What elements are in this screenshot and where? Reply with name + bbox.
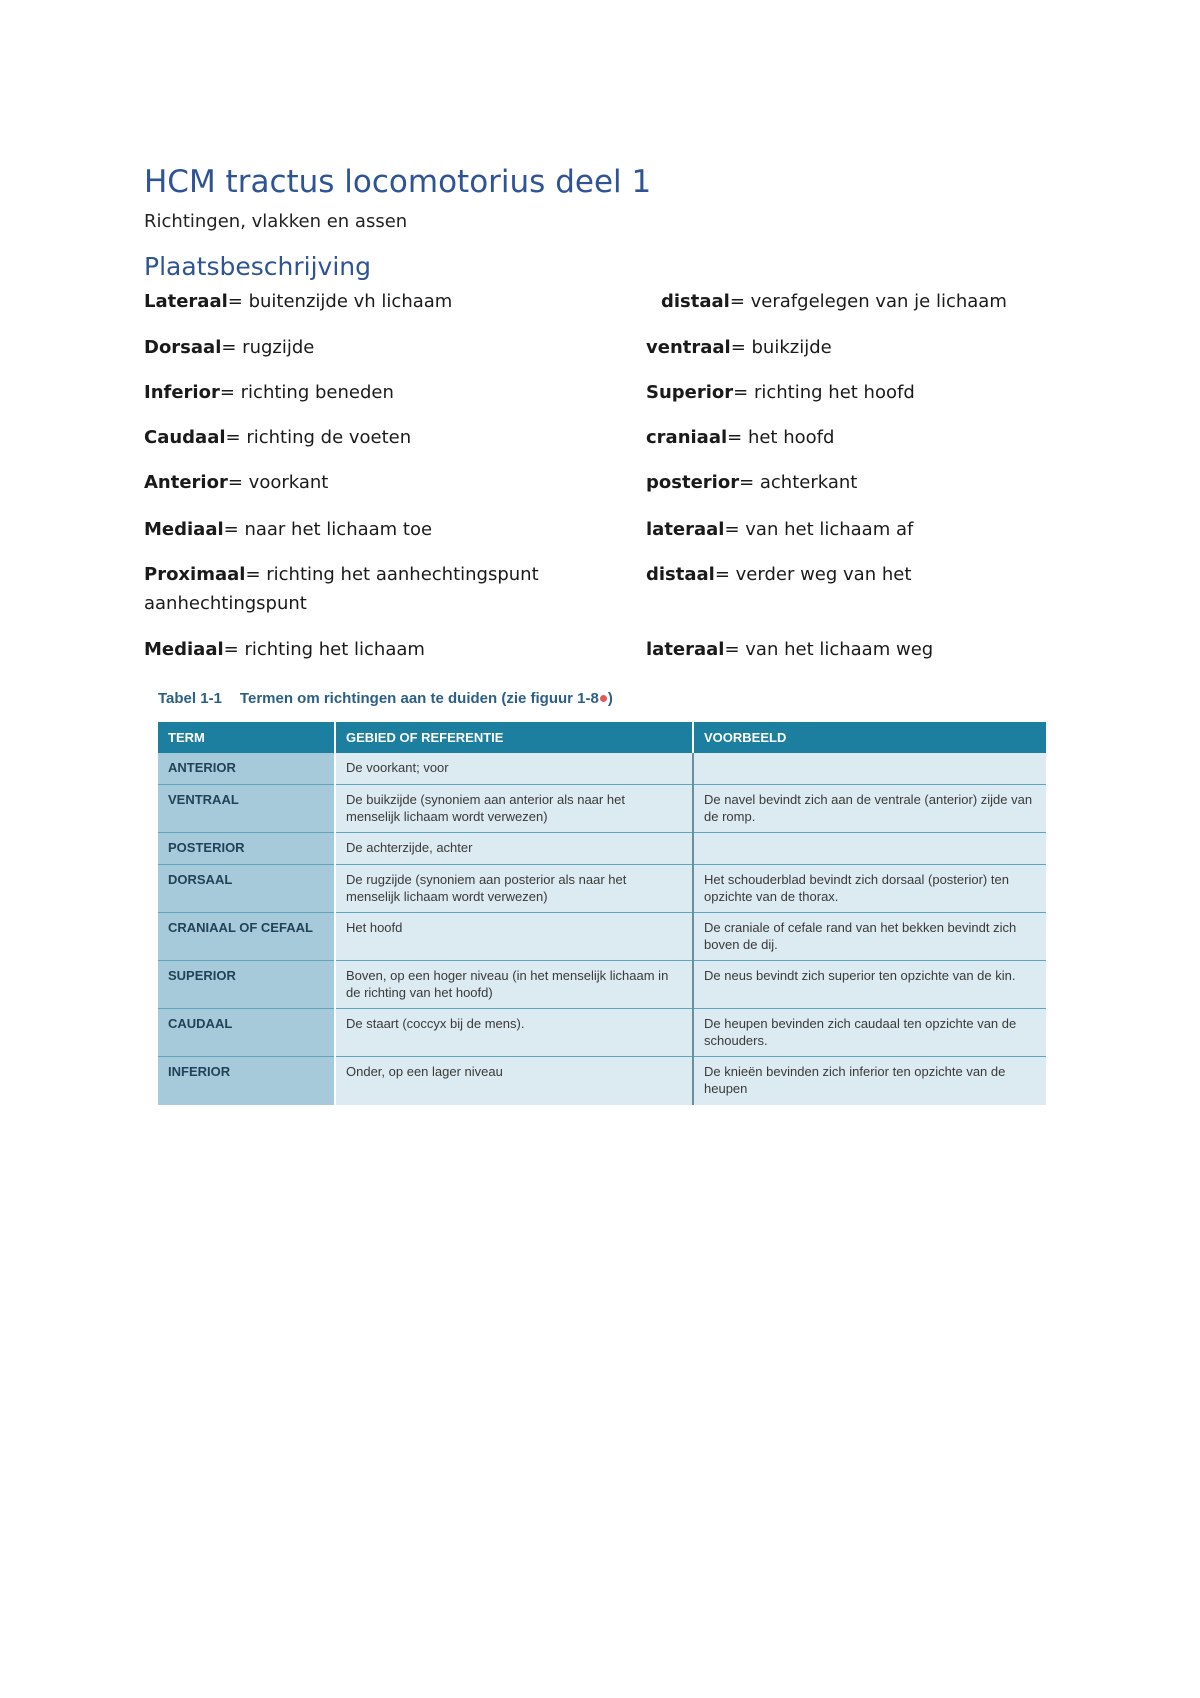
figure-reference-dot-icon bbox=[600, 695, 607, 702]
cell-term: CAUDAAL bbox=[158, 1009, 335, 1057]
table-row bbox=[158, 1057, 1046, 1106]
term-label: lateraal bbox=[646, 639, 725, 660]
term-line-left bbox=[144, 423, 411, 452]
cell-term: INFERIOR bbox=[158, 1057, 335, 1106]
cell-term: VENTRAAL bbox=[158, 785, 335, 833]
term-label: Anterior bbox=[144, 472, 228, 493]
term-line-right bbox=[646, 423, 834, 452]
term-line-left bbox=[144, 333, 314, 362]
section-heading: Plaatsbeschrijving bbox=[144, 252, 371, 281]
term-definition: = naar het lichaam toe bbox=[223, 519, 433, 540]
cell-term: DORSAAL bbox=[158, 865, 335, 913]
term-label: posterior bbox=[646, 472, 740, 493]
cell-term: POSTERIOR bbox=[158, 833, 335, 865]
term-label: distaal bbox=[661, 291, 730, 312]
cell-gebied: Het hoofd bbox=[335, 913, 693, 961]
cell-term: CRANIAAL OF CEFAAL bbox=[158, 913, 335, 961]
cell-gebied: Boven, op een hoger niveau (in het menselijk lichaam in de richting van het hoofd) bbox=[335, 961, 693, 1009]
cell-voorbeeld: De craniale of cefale rand van het bekken bevindt zich boven de dij. bbox=[693, 913, 1046, 961]
term-label: ventraal bbox=[646, 337, 731, 358]
term-definition: = richting het hoofd bbox=[733, 382, 915, 403]
term-definition: = rugzijde bbox=[221, 337, 315, 358]
cell-voorbeeld: Het schouderblad bevindt zich dorsaal (posterior) ten opzichte van de thorax. bbox=[693, 865, 1046, 913]
term-label: craniaal bbox=[646, 427, 728, 448]
term-line-left bbox=[144, 287, 452, 316]
directions-table bbox=[158, 722, 1046, 1105]
cell-term: ANTERIOR bbox=[158, 753, 335, 785]
term-definition: = voorkant bbox=[227, 472, 329, 493]
term-definition: = achterkant bbox=[739, 472, 858, 493]
term-label: Dorsaal bbox=[144, 337, 222, 358]
table-row bbox=[158, 961, 1046, 1009]
term-label: Lateraal bbox=[144, 291, 228, 312]
cell-voorbeeld bbox=[693, 753, 1046, 785]
term-definition: = buikzijde bbox=[730, 337, 832, 358]
term-line-left bbox=[144, 515, 432, 544]
term-line-right bbox=[646, 468, 857, 497]
term-label: Caudaal bbox=[144, 427, 226, 448]
term-label: Superior bbox=[646, 382, 734, 403]
table-row bbox=[158, 753, 1046, 785]
term-line-left bbox=[144, 468, 328, 497]
cell-gebied: De buikzijde (synoniem aan anterior als naar het menselijk lichaam wordt verwezen) bbox=[335, 785, 693, 833]
table-header-gebied: GEBIED OF REFERENTIE bbox=[335, 722, 693, 753]
figure-caption-close: ) bbox=[607, 690, 613, 707]
table-body bbox=[158, 753, 1046, 1105]
term-definition: = richting de voeten bbox=[225, 427, 412, 448]
table-header-term: TERM bbox=[158, 722, 335, 753]
term-definition: = het hoofd bbox=[727, 427, 835, 448]
term-line-right bbox=[646, 378, 915, 407]
term-line-left bbox=[144, 560, 539, 589]
term-definition: = richting het aanhechtingspunt bbox=[245, 564, 539, 585]
figure-caption bbox=[158, 690, 613, 707]
term-label: Inferior bbox=[144, 382, 220, 403]
document-subtitle: Richtingen, vlakken en assen bbox=[144, 211, 408, 232]
document-title: HCM tractus locomotorius deel 1 bbox=[144, 164, 652, 200]
table-row bbox=[158, 833, 1046, 865]
cell-gebied: De voorkant; voor bbox=[335, 753, 693, 785]
term-label: Mediaal bbox=[144, 639, 224, 660]
cell-gebied: De staart (coccyx bij de mens). bbox=[335, 1009, 693, 1057]
cell-voorbeeld bbox=[693, 833, 1046, 865]
term-label: Proximaal bbox=[144, 564, 246, 585]
table-row bbox=[158, 785, 1046, 833]
term-definition: = verder weg van het bbox=[714, 564, 912, 585]
term-continuation: aanhechtingspunt bbox=[144, 593, 307, 614]
term-line-right bbox=[646, 560, 911, 589]
table-row bbox=[158, 913, 1046, 961]
term-definition: = richting het lichaam bbox=[223, 639, 425, 660]
cell-term: SUPERIOR bbox=[158, 961, 335, 1009]
term-label: distaal bbox=[646, 564, 715, 585]
cell-gebied: De achterzijde, achter bbox=[335, 833, 693, 865]
term-line-right bbox=[661, 287, 1007, 316]
table-header bbox=[158, 722, 1046, 753]
cell-gebied: De rugzijde (synoniem aan posterior als naar het menselijk lichaam wordt verwezen) bbox=[335, 865, 693, 913]
cell-voorbeeld: De heupen bevinden zich caudaal ten opzichte van de schouders. bbox=[693, 1009, 1046, 1057]
table-row bbox=[158, 1009, 1046, 1057]
cell-voorbeeld: De neus bevindt zich superior ten opzichte van de kin. bbox=[693, 961, 1046, 1009]
cell-gebied: Onder, op een lager niveau bbox=[335, 1057, 693, 1106]
term-line-right bbox=[646, 635, 933, 664]
table-row bbox=[158, 865, 1046, 913]
term-line-right bbox=[646, 515, 913, 544]
cell-voorbeeld: De knieën bevinden zich inferior ten opzichte van de heupen bbox=[693, 1057, 1046, 1106]
term-definition: = van het lichaam af bbox=[724, 519, 914, 540]
term-definition: = buitenzijde vh lichaam bbox=[227, 291, 453, 312]
figure-caption-text: Termen om richtingen aan te duiden (zie figuur 1-8 bbox=[239, 690, 599, 707]
cell-voorbeeld: De navel bevindt zich aan de ventrale (anterior) zijde van de romp. bbox=[693, 785, 1046, 833]
term-line-left bbox=[144, 378, 394, 407]
table-header-voorbeeld: VOORBEELD bbox=[693, 722, 1046, 753]
term-definition: = richting beneden bbox=[219, 382, 394, 403]
term-label: Mediaal bbox=[144, 519, 224, 540]
term-line-right bbox=[646, 333, 832, 362]
term-definition: = verafgelegen van je lichaam bbox=[729, 291, 1007, 312]
term-definition: = van het lichaam weg bbox=[724, 639, 934, 660]
term-line-left bbox=[144, 635, 425, 664]
figure-table-number: Tabel 1-1 bbox=[158, 690, 222, 707]
term-label: lateraal bbox=[646, 519, 725, 540]
